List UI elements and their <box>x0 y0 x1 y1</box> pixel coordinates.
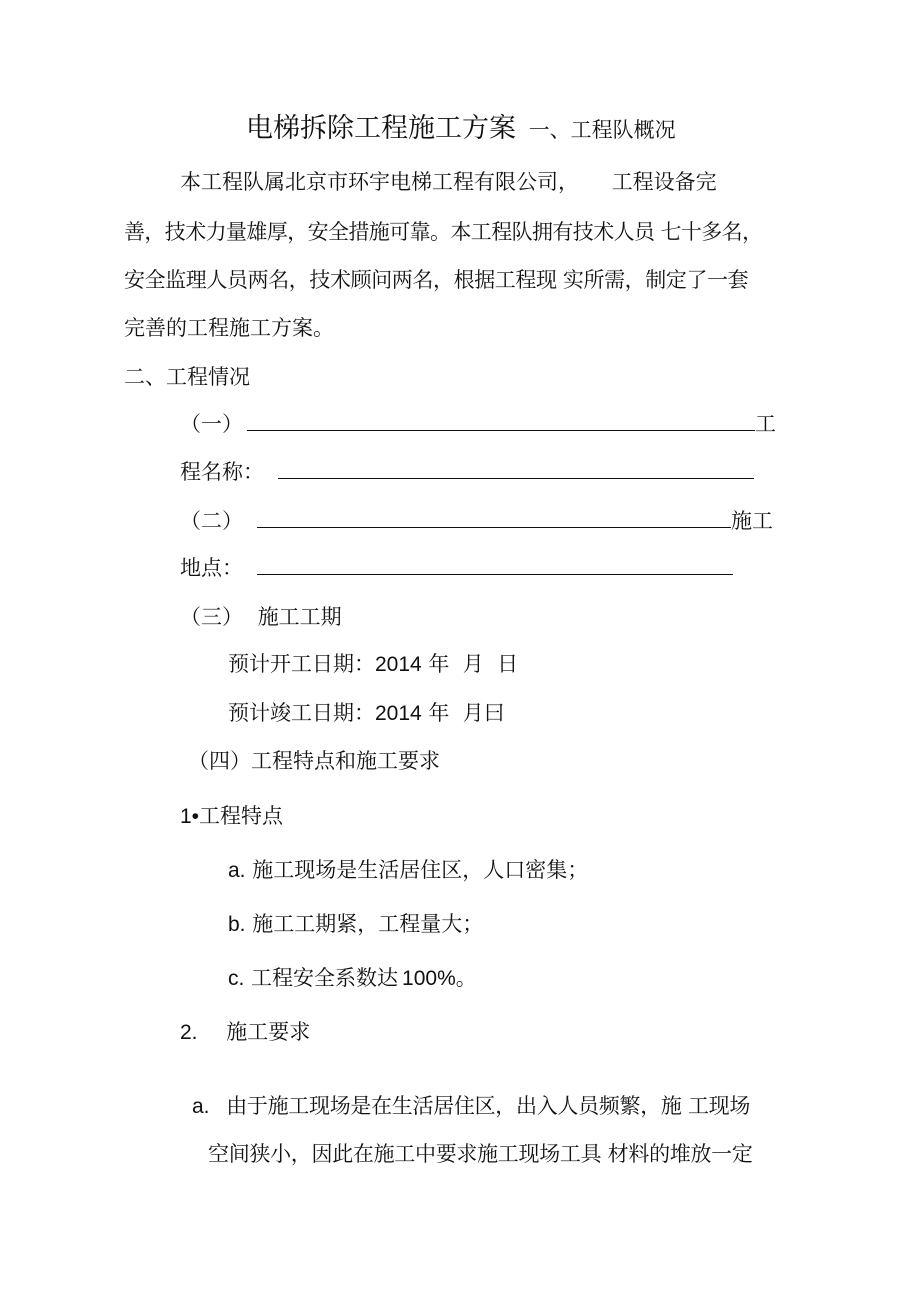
feature-a-text: 施工现场是生活居住区，人口密集； <box>252 858 589 882</box>
item-2-tail: 施工 <box>731 509 773 533</box>
feature-a-marker: a. <box>228 859 246 882</box>
item-1-tail: 工 <box>755 412 776 436</box>
overview-line-3: 安全监理人员两名，技术顾问两名，根据工程现 实所需，制定了一套 <box>124 268 749 292</box>
location-blank-line <box>257 554 733 575</box>
requirements-heading <box>180 1018 310 1047</box>
end-date-row <box>228 699 505 728</box>
location-row <box>180 554 733 582</box>
features-heading <box>180 802 283 831</box>
document-title <box>246 112 676 146</box>
end-date-rest: 年 月曰 <box>428 701 505 725</box>
feature-b <box>228 910 483 939</box>
feature-a <box>228 856 588 885</box>
item-2-label: （二） <box>180 509 243 533</box>
project-name-blank-line <box>278 458 754 479</box>
feature-b-text: 施工工期紧，工程量大； <box>252 912 484 936</box>
project-name-label: 程名称： <box>180 460 264 484</box>
item-1-label: （一） <box>180 412 243 436</box>
section-1-heading: 一、工程队概况 <box>528 118 676 142</box>
item-2-row <box>180 507 773 535</box>
end-date-year: 2014 <box>375 702 422 725</box>
item-3-row <box>180 603 342 631</box>
start-date-row <box>228 650 518 679</box>
start-date-year: 2014 <box>375 653 422 676</box>
features-heading-number: 1• <box>180 805 200 828</box>
requirement-a-line-1 <box>192 1092 750 1121</box>
title-main: 电梯拆除工程施工方案 <box>246 113 516 144</box>
end-date-label: 预计竣工日期： <box>228 701 375 725</box>
requirements-heading-text: 施工要求 <box>226 1020 311 1044</box>
item-1-blank-line <box>247 410 755 431</box>
item-3-label: （三） <box>180 605 243 629</box>
project-name-row <box>180 458 754 486</box>
feature-c-value: 100% <box>402 967 456 990</box>
feature-c-end: 。 <box>455 966 477 990</box>
requirements-heading-number: 2. <box>180 1021 198 1044</box>
start-date-rest: 年 月 日 <box>428 652 519 676</box>
item-2-blank-line <box>257 507 731 528</box>
requirement-a-text-1: 由于施工现场是在生活居住区，出入人员频繁，施 工现场 <box>226 1094 751 1118</box>
item-4-row: （四）工程特点和施工要求 <box>188 749 440 773</box>
overview-line-1-a: 本工程队属北京市环宇电梯工程有限公司， <box>180 170 579 194</box>
start-date-label: 预计开工日期： <box>228 652 375 676</box>
feature-b-marker: b. <box>228 913 246 936</box>
item-1-row <box>180 410 776 438</box>
feature-c <box>228 964 477 993</box>
features-heading-text: 工程特点 <box>199 804 284 828</box>
location-label: 地点： <box>180 556 243 580</box>
section-2-heading: 二、工程情况 <box>124 365 250 389</box>
item-3-text: 施工工期 <box>257 605 342 629</box>
overview-line-1-b: 工程设备完 <box>611 170 717 194</box>
feature-c-text: 工程安全系数达 <box>251 966 399 990</box>
overview-line-1 <box>180 168 717 196</box>
requirement-a-line-2: 空间狭小，因此在施工中要求施工现场工具 材料的堆放一定 <box>208 1142 753 1166</box>
requirement-a-marker: a. <box>192 1095 210 1118</box>
overview-line-2: 善，技术力量雄厚，安全措施可靠。本工程队拥有技术人员 七十多名， <box>124 220 763 244</box>
feature-c-marker: c. <box>228 967 245 990</box>
overview-line-4: 完善的工程施工方案。 <box>124 316 334 340</box>
